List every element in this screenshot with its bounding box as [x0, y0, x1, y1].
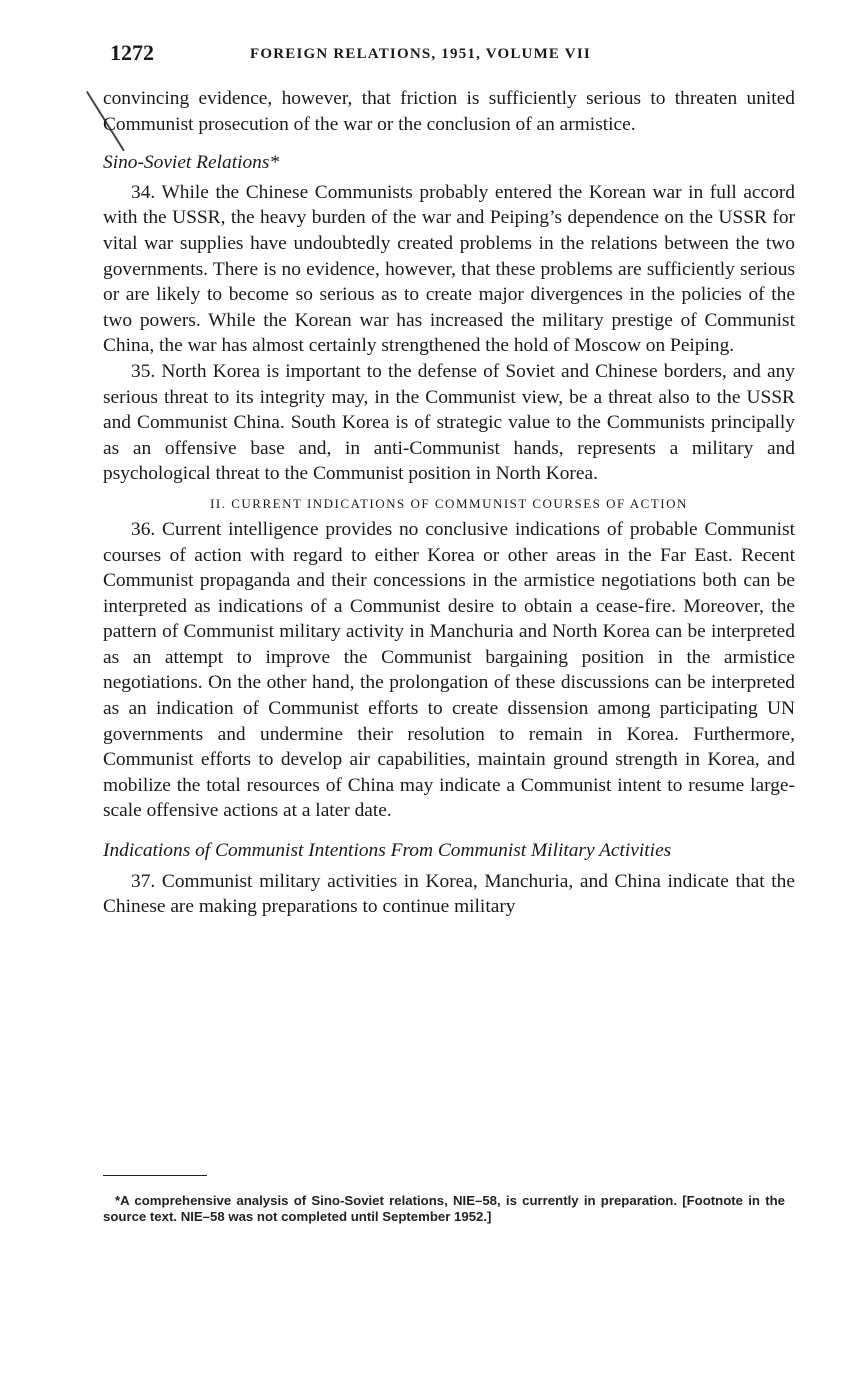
paragraph-37: 37. Communist military activities in Korea, Manchuria, and China indicate that the Chinese are making preparations to continue military: [103, 870, 795, 918]
subheading-sino-soviet-relations: Sino-Soviet Relations*: [103, 152, 280, 174]
footnote-text: *A comprehensive analysis of Sino-Soviet relations, NIE–58, is currently in preparation. [Footnote in the source text. NIE–58 was not completed until September 1952.]: [103, 1193, 785, 1224]
body-text: [103, 86, 795, 920]
footnote: [103, 1193, 785, 1225]
footnote-divider: [103, 1175, 207, 1176]
running-head: FOREIGN RELATIONS, 1951, VOLUME VII: [250, 46, 591, 62]
paragraph-continuation: convincing evidence, however, that friction is sufficiently serious to threaten united Communist prosecution of the war or the conclusion of an armistice.: [103, 88, 795, 135]
paragraph-34: 34. While the Chinese Communists probably entered the Korean war in full accord with the USSR, the heavy burden of the war and Peiping’s dependence on the USSR for vital war supplies have undoubtedly created problems in the relations between the two governments. There is no evidence, however, that these problems are sufficiently serious or are likely to become so serious as to create major divergences in the policies of the two powers. While the Korean war has increased the military prestige of Communist China, the war has almost certainly strengthened the hold of Moscow on Peiping.: [103, 181, 795, 357]
paragraph-36: 36. Current intelligence provides no conclusive indications of probable Communist courses of action with regard to either Korea or other areas in the Far East. Recent Communist propaganda and their concessions in the armistice negotiations both can be interpreted as indications of a Communist desire to obtain a cease-fire. Moreover, the pattern of Communist military activity in Manchuria and North Korea can be interpreted as an attempt to improve the Communist bargaining position in the armistice negotiations. On the other hand, the prolongation of these discussions can be interpreted as an indication of Communist efforts to create dissension among participating UN governments and undermine their resolution to remain in Korea. Furthermore, Communist efforts to develop air capabilities, maintain ground strength in Korea, and mobilize the total resources of China may indicate a Communist intent to resume large-scale offensive actions at a later date.: [103, 518, 795, 822]
section-heading: II. CURRENT INDICATIONS OF COMMUNIST COURSES OF ACTION: [210, 495, 688, 511]
page-header: [110, 40, 800, 72]
page-number: 1272: [110, 40, 154, 65]
subheading-indications: [103, 838, 795, 864]
paragraph-35: 35. North Korea is important to the defense of Soviet and Chinese borders, and any serious threat to its integrity may, in the Communist view, be a threat also to the USSR and Communist China. South Korea is of strategic value to the Communists principally as an offensive base and, in anti-Communist hands, represents a military and psychological threat to the Communist position in North Korea.: [103, 360, 795, 485]
subheading-indications-text: Indications of Communist Intentions From Communist Military Activities: [103, 840, 672, 862]
